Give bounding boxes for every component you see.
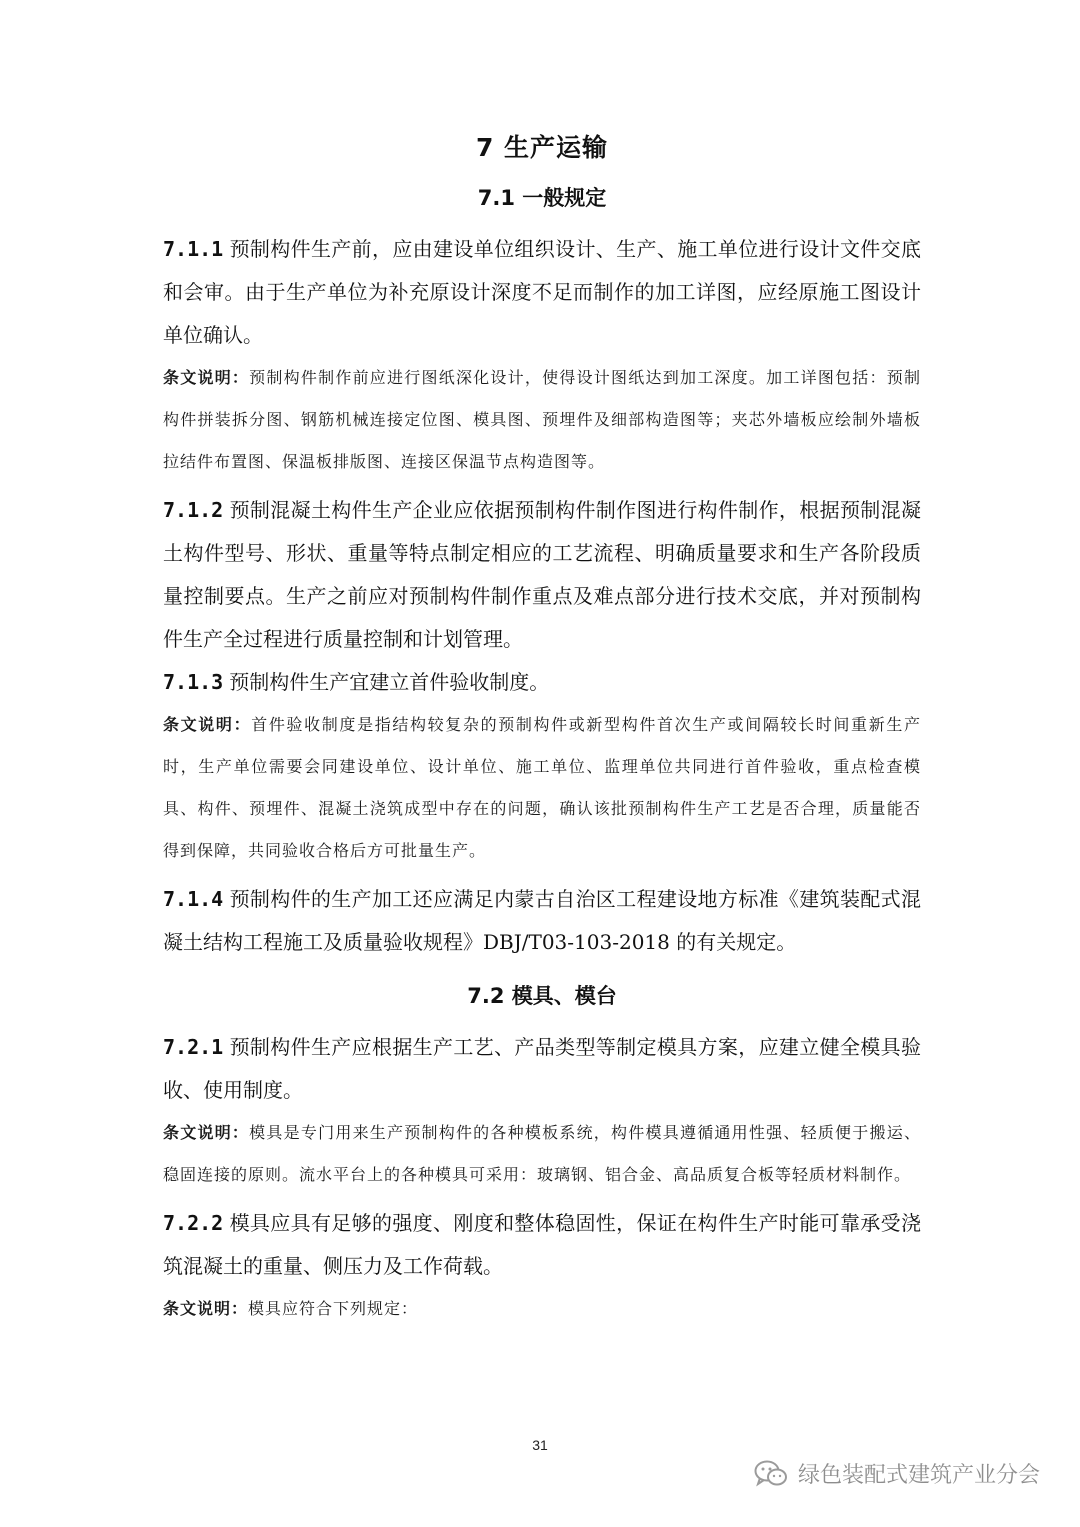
section-title-7-2: 7.2 模具、模台 bbox=[467, 984, 617, 1008]
clause-text: 预制构件生产前，应由建设单位组织设计、生产、施工单位进行设计文件交底和会审。由于生产单位为补充原设计深度不足而制作的加工详图，应经原施工图设计单位确认。 bbox=[163, 237, 921, 347]
note-text: 预制构件制作前应进行图纸深化设计，使得设计图纸达到加工深度。加工详图包括：预制构件拼装拆分图、钢筋机械连接定位图、模具图、预埋件及细部构造图等；夹芯外墙板应绘制外墙板拉结件布置图、保温板排版图、连接区保温节点构造图等。 bbox=[163, 368, 921, 471]
page-content bbox=[163, 128, 921, 1336]
clause-note-7-1-1 bbox=[163, 357, 921, 483]
watermark bbox=[754, 1458, 1040, 1489]
section-title-7-1: 7.1 一般规定 bbox=[477, 186, 607, 210]
note-text: 模具应符合下列规定： bbox=[248, 1299, 419, 1318]
clause-text: 模具应具有足够的强度、刚度和整体稳固性，保证在构件生产时能可靠承受浇筑混凝土的重量、侧压力及工作荷载。 bbox=[163, 1211, 921, 1278]
clause-note-7-2-1 bbox=[163, 1112, 921, 1196]
clause-number: 7.1.2 bbox=[163, 498, 224, 522]
clause-text: 预制构件生产宜建立首件验收制度。 bbox=[229, 670, 550, 694]
note-label: 条文说明： bbox=[163, 1123, 250, 1142]
clause-number: 7.1.4 bbox=[163, 887, 224, 911]
clause-7-1-1 bbox=[163, 228, 921, 357]
note-label: 条文说明： bbox=[163, 1299, 249, 1318]
clause-7-1-2 bbox=[163, 489, 921, 661]
clause-number: 7.1.3 bbox=[163, 670, 224, 694]
note-text: 模具是专门用来生产预制构件的各种模板系统，构件模具遵循通用性强、轻质便于搬运、稳固连接的原则。流水平台上的各种模具可采用：玻璃钢、铝合金、高品质复合板等轻质材料制作。 bbox=[163, 1123, 921, 1184]
clause-text: 预制混凝土构件生产企业应依据预制构件制作图进行构件制作，根据预制混凝土构件型号、形状、重量等特点制定相应的工艺流程、明确质量要求和生产各阶段质量控制要点。生产之前应对预制构件制作重点及难点部分进行技术交底，并对预制构件生产全过程进行质量控制和计划管理。 bbox=[163, 498, 921, 651]
watermark-text: 绿色装配式建筑产业分会 bbox=[797, 1463, 1040, 1488]
page-number: 31 bbox=[532, 1437, 548, 1453]
spacer bbox=[163, 964, 921, 974]
note-text: 首件验收制度是指结构较复杂的预制构件或新型构件首次生产或间隔较长时间重新生产时，生产单位需要会同建设单位、设计单位、施工单位、监理单位共同进行首件验收，重点检查模具、构件、预埋件、混凝土浇筑成型中存在的问题，确认该批预制构件生产工艺是否合理，质量能否得到保障，共同验收合格后方可批量生产。 bbox=[163, 715, 921, 860]
clause-text: 预制构件的生产加工还应满足内蒙古自治区工程建设地方标准《建筑装配式混凝土结构工程施工及质量验收规程》DBJ/T03-103-2018 的有关规定。 bbox=[163, 887, 921, 954]
clause-number: 7.2.1 bbox=[163, 1035, 224, 1059]
clause-7-2-1 bbox=[163, 1026, 921, 1112]
clause-number: 7.1.1 bbox=[163, 237, 224, 261]
clause-number: 7.2.2 bbox=[163, 1211, 224, 1235]
clause-note-7-1-3 bbox=[163, 704, 921, 872]
chapter-title: 7 生产运输 bbox=[475, 133, 609, 162]
clause-note-7-2-2 bbox=[163, 1288, 921, 1330]
wechat-icon bbox=[754, 1460, 788, 1488]
note-label: 条文说明： bbox=[163, 368, 250, 387]
clause-7-2-2 bbox=[163, 1202, 921, 1288]
clause-7-1-3 bbox=[163, 661, 921, 704]
clause-7-1-4 bbox=[163, 878, 921, 964]
note-label: 条文说明： bbox=[163, 715, 252, 734]
clause-text: 预制构件生产应根据生产工艺、产品类型等制定模具方案，应建立健全模具验收、使用制度。 bbox=[163, 1035, 921, 1102]
